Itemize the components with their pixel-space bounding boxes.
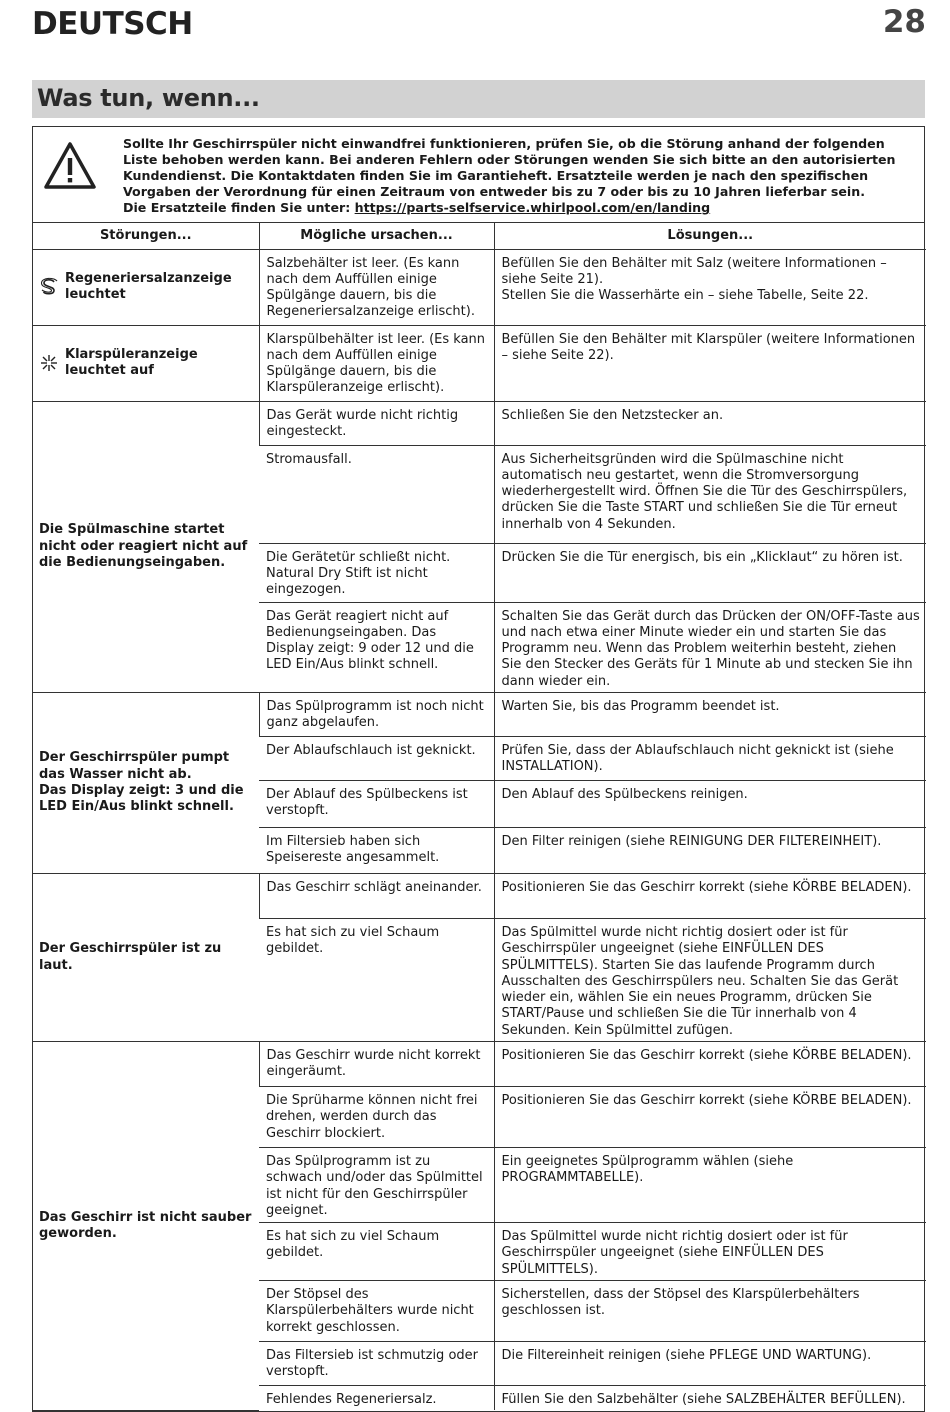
cause-cell: Das Geschirr wurde nicht korrekt eingeräumt. xyxy=(259,1042,494,1087)
symptom-cell xyxy=(33,249,259,325)
cause-cell: Die Sprüharme können nicht frei drehen, werden durch das Geschirr blockiert. xyxy=(259,1087,494,1148)
page-number: 28 xyxy=(882,4,926,40)
solution-cell: Positionieren Sie das Geschirr korrekt (siehe KÖRBE BELADEN). xyxy=(494,1087,926,1148)
warning-body: Sollte Ihr Geschirrspüler nicht einwandfrei funktionieren, prüfen Sie, ob die Störung anhand der folgenden Liste behoben werden kann. Bei anderen Fehlern oder Störungen wenden Sie sich bitte an den autorisierten Kundendienst. Die Kontaktdaten finden Sie im Garantieheft. Ersatzteile werden je nach den spezifischen Vorgaben der Verordnung für einen Zeitraum von entweder bis zu 7 oder bis zu 10 Jahren lieferbar sein. xyxy=(123,136,896,200)
spare-parts-prefix: Die Ersatzteile finden Sie unter: xyxy=(123,200,355,216)
solution-cell: Füllen Sie den Salzbehälter (siehe SALZBEHÄLTER BEFÜLLEN). xyxy=(494,1385,926,1410)
language-label: DEUTSCH xyxy=(32,6,193,42)
symptom-text: Der Geschirrspüler pumpt das Wasser nicht ab. Das Display zeigt: 3 und die LED Ein/Aus blinkt schnell. xyxy=(39,750,244,815)
cause-cell: Das Geschirr schlägt aneinander. xyxy=(259,873,494,918)
cause-cell: Der Stöpsel des Klarspülerbehälters wurde nicht korrekt geschlossen. xyxy=(259,1280,494,1341)
symptom-cell xyxy=(33,1042,259,1411)
cause-cell: Es hat sich zu viel Schaum gebildet. xyxy=(259,1223,494,1281)
table-row xyxy=(33,249,926,325)
troubleshooting-box xyxy=(32,126,925,1412)
salt-indicator-icon xyxy=(39,277,65,297)
cause-cell: Das Gerät reagiert nicht auf Bedienungseingaben. Das Display zeigt: 9 oder 12 und die LED Ein/Aus blinkt schnell. xyxy=(259,602,494,692)
rinse-aid-indicator-icon xyxy=(39,353,65,373)
solution-cell: Aus Sicherheitsgründen wird die Spülmaschine nicht automatisch neu gestartet, wenn die Stromversorgung wiederhergestellt wird. Öffnen Sie die Tür des Geschirrspülers, drücken Sie die Taste START und schließen Sie die Tür erneut innerhalb von 4 Sekunden. xyxy=(494,445,926,543)
cause-cell: Es hat sich zu viel Schaum gebildet. xyxy=(259,918,494,1041)
cause-cell: Das Spülprogramm ist noch nicht ganz abgelaufen. xyxy=(259,692,494,736)
cause-cell: Der Ablauf des Spülbeckens ist verstopft. xyxy=(259,780,494,827)
cause-cell: Das Filtersieb ist schmutzig oder verstopft. xyxy=(259,1341,494,1385)
solution-cell: Warten Sie, bis das Programm beendet ist. xyxy=(494,692,926,736)
section-header xyxy=(32,80,925,118)
symptom-cell xyxy=(33,873,259,1041)
solution-cell: Befüllen Sie den Behälter mit Salz (weitere Informationen – siehe Seite 21). Stellen Sie die Wasserhärte ein – siehe Tabelle, Seite 22. xyxy=(494,249,926,325)
solution-cell: Positionieren Sie das Geschirr korrekt (siehe KÖRBE BELADEN). xyxy=(494,1042,926,1087)
symptom-wrapper xyxy=(39,347,253,380)
cause-cell: Das Gerät wurde nicht richtig eingesteckt. xyxy=(259,401,494,445)
table-row xyxy=(33,401,926,445)
warning-notice xyxy=(33,127,924,223)
symptom-text: Klarspüleranzeige leuchtet auf xyxy=(65,346,198,378)
symptom-cell xyxy=(33,325,259,401)
symptom-text: Das Geschirr ist nicht sauber geworden. xyxy=(39,1209,252,1241)
cause-cell: Fehlendes Regeneriersalz. xyxy=(266,1391,437,1407)
solution-cell: Den Filter reinigen (siehe REINIGUNG DER FILTEREINHEIT). xyxy=(494,827,926,873)
solution-cell: Das Spülmittel wurde nicht richtig dosiert oder ist für Geschirrspüler ungeeignet (siehe EINFÜLLEN DES SPÜLMITTELS). Starten Sie das laufende Programm durch Ausschalten des Geschirrspülers neu. Schalten Sie das Gerät wieder ein, wählen Sie ein neues Programm, drücken Sie START/Pause und schließen Sie die Tür innerhalb von 4 Sekunden. Kein Spülmittel zufügen. xyxy=(494,918,926,1041)
cause-cell: Die Gerätetür schließt nicht. Natural Dry Stift ist nicht eingezogen. xyxy=(259,543,494,602)
solution-cell: Die Filtereinheit reinigen (siehe PFLEGE UND WARTUNG). xyxy=(494,1341,926,1385)
symptom-wrapper xyxy=(39,522,253,571)
solution-cell: Positionieren Sie das Geschirr korrekt (siehe KÖRBE BELADEN). xyxy=(494,873,926,918)
warning-text xyxy=(123,136,904,216)
solution-cell: Schalten Sie das Gerät durch das Drücken der ON/OFF-Taste aus und nach etwa einer Minute wieder ein und starten Sie das Programm neu. Wenn das Problem weiterhin besteht, ziehen Sie den Stecker des Geräts für 1 Minute ab und stecken Sie ihn dann wieder ein. xyxy=(494,602,926,692)
spare-parts-link[interactable]: https://parts-selfservice.whirlpool.com/en/landing xyxy=(354,200,711,216)
cause-cell: Salzbehälter ist leer. (Es kann nach dem Auffüllen einige Spülgänge dauern, bis die Regeneriersalzanzeige erlischt). xyxy=(259,249,494,325)
symptom-wrapper xyxy=(39,750,253,815)
table-row xyxy=(33,692,926,736)
symptom-cell xyxy=(33,401,259,692)
symptom-cell xyxy=(33,692,259,873)
symptom-wrapper xyxy=(39,1210,253,1243)
symptom-wrapper xyxy=(39,271,253,304)
cause-cell: Im Filtersieb haben sich Speisereste angesammelt. xyxy=(259,827,494,873)
table-row xyxy=(33,325,926,401)
column-header-solutions: Lösungen... xyxy=(494,223,926,249)
solution-cell: Den Ablauf des Spülbeckens reinigen. xyxy=(494,780,926,827)
solution-cell: Sicherstellen, dass der Stöpsel des Klarspülerbehälters geschlossen ist. xyxy=(494,1280,926,1341)
solution-cell: Schließen Sie den Netzstecker an. xyxy=(494,401,926,445)
symptom-wrapper xyxy=(39,941,253,974)
symptom-text: Regeneriersalzanzeige leuchtet xyxy=(65,270,232,302)
column-header-causes: Mögliche ursachen... xyxy=(259,223,494,249)
solution-cell: Das Spülmittel wurde nicht richtig dosiert oder ist für Geschirrspüler ungeeignet (siehe EINFÜLLEN DES SPÜLMITTELS). xyxy=(494,1223,926,1281)
cause-cell: Stromausfall. xyxy=(259,445,494,543)
warning-triangle-icon xyxy=(43,141,97,191)
table-header-row xyxy=(33,223,926,249)
solution-cell: Befüllen Sie den Behälter mit Klarspüler (weitere Informationen – siehe Seite 22). xyxy=(494,325,926,401)
symptom-text: Die Spülmaschine startet nicht oder reagiert nicht auf die Bedienungseingaben. xyxy=(39,522,248,570)
solution-cell: Ein geeignetes Spülprogramm wählen (siehe PROGRAMMTABELLE). xyxy=(494,1148,926,1223)
symptom-text: Der Geschirrspüler ist zu laut. xyxy=(39,941,222,973)
section-title: Was tun, wenn... xyxy=(37,84,260,112)
cause-cell: Der Ablaufschlauch ist geknickt. xyxy=(259,736,494,780)
solution-cell: Prüfen Sie, dass der Ablaufschlauch nicht geknickt ist (siehe INSTALLATION). xyxy=(494,736,926,780)
table-body xyxy=(33,249,926,1410)
cause-cell: Das Spülprogramm ist zu schwach und/oder das Spülmittel ist nicht für den Geschirrspüler geeignet. xyxy=(259,1148,494,1223)
column-header-faults: Störungen... xyxy=(33,223,259,249)
solution-cell: Drücken Sie die Tür energisch, bis ein „Klicklaut“ zu hören ist. xyxy=(494,543,926,602)
troubleshooting-table xyxy=(33,223,926,1411)
table-row xyxy=(33,873,926,918)
cause-cell: Klarspülbehälter ist leer. (Es kann nach dem Auffüllen einige Spülgänge dauern, bis die Klarspüleranzeige erlischt). xyxy=(259,325,494,401)
table-row xyxy=(33,1042,926,1087)
